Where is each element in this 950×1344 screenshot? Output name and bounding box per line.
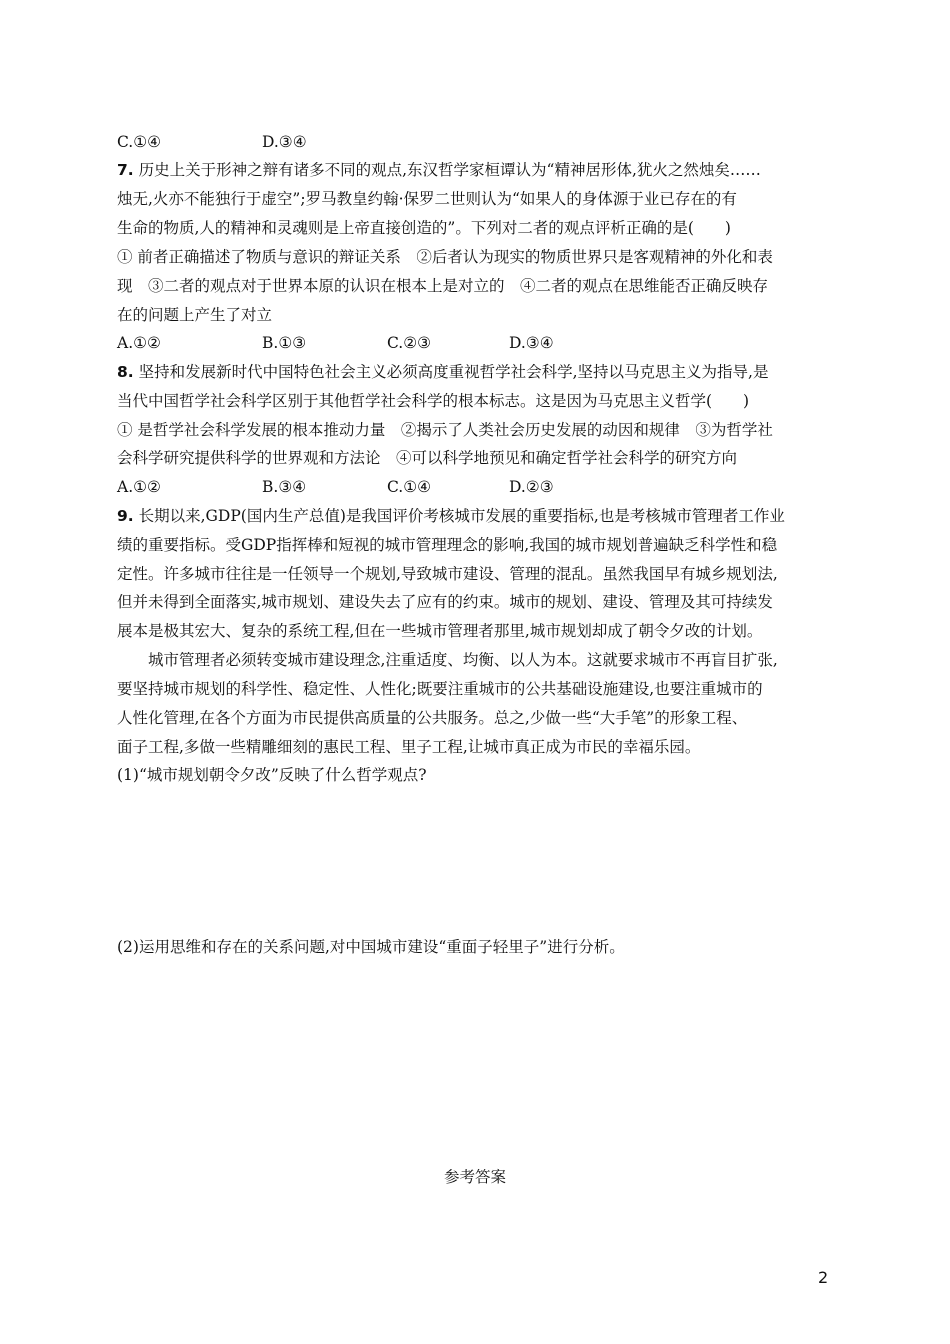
- q8-line-3: ① 是哲学社会科学发展的根本推动力量 ②揭示了人类社会历史发展的动因和规律 ③为哲学社: [117, 421, 773, 439]
- q7-line-2: 烛无,火亦不能独行于虚空”;罗马教皇约翰·保罗二世则认为“如果人的身体源于业已存在的有: [117, 190, 737, 208]
- q9-line-5: 展本是极其宏大、复杂的系统工程,但在一些城市管理者那里,城市规划却成了朝令夕改的计划。: [117, 622, 763, 640]
- page-number: 2: [818, 1268, 829, 1287]
- q9-line-8: 人性化管理,在各个方面为市民提供高质量的公共服务。总之,少做一些“大手笔”的形象工程、: [117, 709, 748, 727]
- q7-option-b: B.①③: [262, 334, 307, 352]
- q8-line-1: 8. 坚持和发展新时代中国特色社会主义必须高度重视哲学社会科学,坚持以马克思主义为指导,是: [117, 363, 769, 381]
- q6-option-c: C.①④: [117, 133, 162, 151]
- q9-number: 9.: [117, 507, 134, 525]
- q8-line-4: 会科学研究提供科学的世界观和方法论 ④可以科学地预见和确定哲学社会科学的研究方向: [117, 449, 738, 467]
- q7-line-3: 生命的物质,人的精神和灵魂则是上帝直接创造的”。下列对二者的观点评析正确的是( ): [117, 219, 731, 237]
- q9-line-4: 但并未得到全面落实,城市规划、建设失去了应有的约束。城市的规划、建设、管理及其可持续发: [117, 593, 773, 611]
- q7-line-5: 现 ③二者的观点对于世界本原的认识在根本上是对立的 ④二者的观点在思维能否正确反映存: [117, 277, 769, 295]
- q6-option-d: D.③④: [262, 133, 307, 151]
- q8-option-c: C.①④: [387, 478, 432, 496]
- q7-number: 7.: [117, 161, 134, 179]
- q9-subquestion-1: (1)“城市规划朝令夕改”反映了什么哲学观点?: [117, 766, 427, 784]
- q9-line-9: 面子工程,多做一些精雕细刻的惠民工程、里子工程,让城市真正成为市民的幸福乐园。: [117, 738, 701, 756]
- q7-line-4: ① 前者正确描述了物质与意识的辩证关系 ②后者认为现实的物质世界只是客观精神的外化和表: [117, 248, 773, 266]
- q9-line-1: 9. 长期以来,GDP(国内生产总值)是我国评价考核城市发展的重要指标,也是考核城市管理者工作业: [117, 507, 785, 525]
- q8-option-a: A.①②: [117, 478, 161, 496]
- q7-line-6: 在的问题上产生了对立: [117, 306, 273, 324]
- q8-line-2: 当代中国哲学社会科学区别于其他哲学社会科学的根本标志。这是因为马克思主义哲学( ): [117, 392, 750, 410]
- q9-subquestion-2: (2)运用思维和存在的关系问题,对中国城市建设“重面子轻里子”进行分析。: [117, 938, 625, 956]
- q7-option-a: A.①②: [117, 334, 161, 352]
- q7-option-c: C.②③: [387, 334, 432, 352]
- q8-number: 8.: [117, 363, 134, 381]
- q9-line-6: 城市管理者必须转变城市建设理念,注重适度、均衡、以人为本。这就要求城市不再盲目扩张,: [117, 651, 778, 669]
- answer-heading: 参考答案: [443, 1168, 506, 1186]
- q7-option-d: D.③④: [509, 334, 554, 352]
- q8-option-b: B.③④: [262, 478, 307, 496]
- q9-line-7: 要坚持城市规划的科学性、稳定性、人性化;既要注重城市的公共基础设施建设,也要注重城市的: [117, 680, 763, 698]
- q9-line-2: 绩的重要指标。受GDP指挥棒和短视的城市管理理念的影响,我国的城市规划普遍缺乏科学性和稳: [117, 536, 778, 554]
- q9-line-3: 定性。许多城市往往是一任领导一个规划,导致城市建设、管理的混乱。虽然我国早有城乡规划法,: [117, 565, 778, 583]
- q8-option-d: D.②③: [509, 478, 554, 496]
- q7-line-1: 7. 历史上关于形神之辩有诸多不同的观点,东汉哲学家桓谭认为“精神居形体,犹火之然烛矣……: [117, 161, 761, 179]
